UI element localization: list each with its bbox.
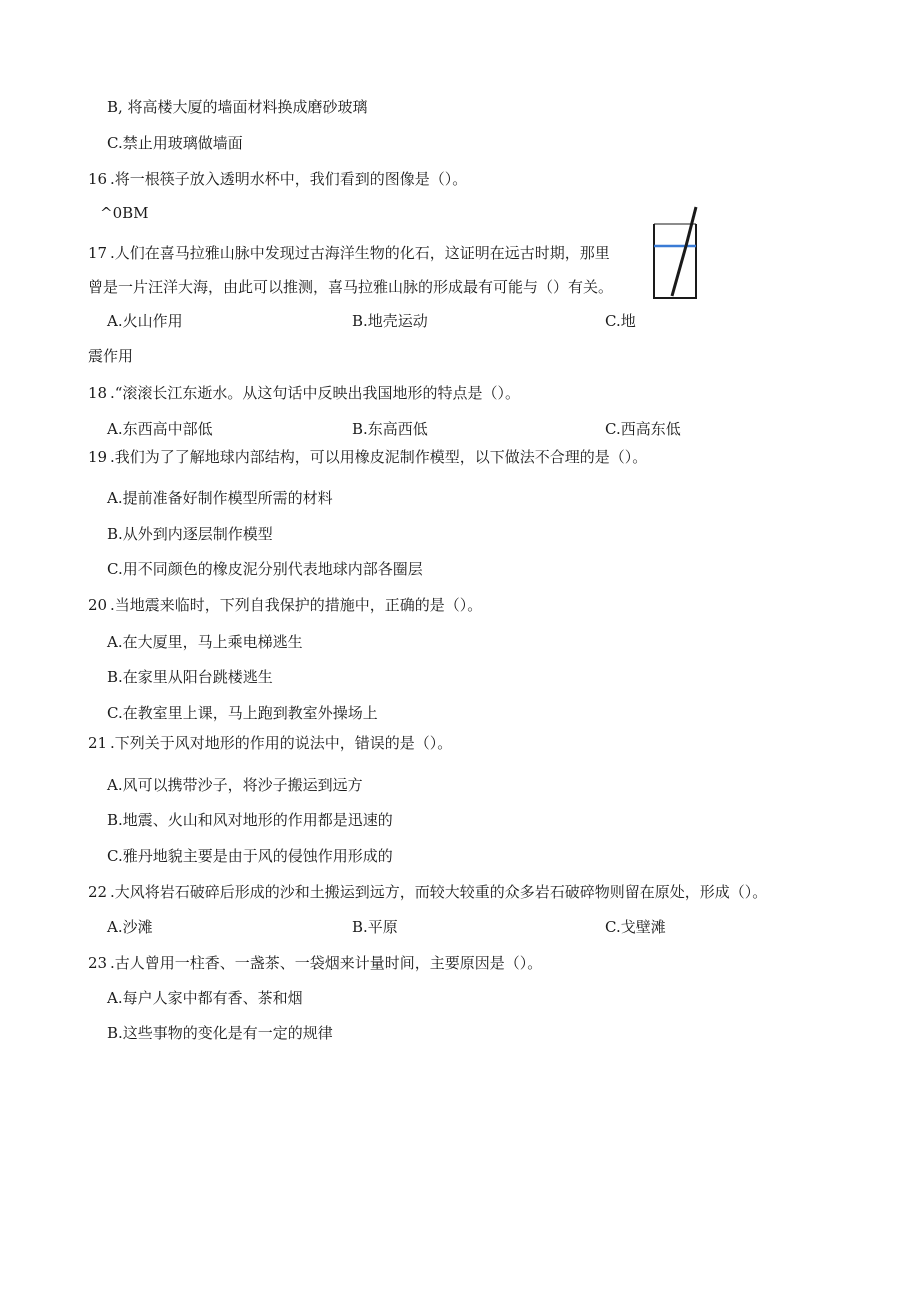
q18-option-a: A.东西高中部低 (107, 420, 213, 438)
question-text: .“滚滚长江东逝水。从这句话中反映出我国地形的特点是（）。 (110, 384, 520, 402)
q20-option-c: C.在教室里上课，马上跑到教室外操场上 (107, 704, 378, 722)
q17-option-c: C.地 (605, 312, 636, 330)
question-17-line-1 (88, 243, 610, 263)
question-number: 22 (88, 883, 108, 901)
question-text: .当地震来临时，下列自我保护的措施中，正确的是（）。 (110, 596, 483, 614)
q20-option-b: B.在家里从阳台跳楼逃生 (107, 668, 273, 686)
question-text: .我们为了了解地球内部结构，可以用橡皮泥制作模型，以下做法不合理的是（）。 (110, 448, 648, 466)
q19-option-b: B.从外到内逐层制作模型 (107, 525, 273, 543)
question-22 (88, 882, 767, 902)
q15-option-b: B, 将高楼大厦的墙面材料换成磨砂玻璃 (107, 98, 368, 116)
q21-option-c: C.雅丹地貌主要是由于风的侵蚀作用形成的 (107, 847, 393, 865)
question-text: .人们在喜马拉雅山脉中发现过古海洋生物的化石，这证明在远古时期，那里 (110, 244, 610, 262)
q17-option-a: A.火山作用 (107, 312, 183, 330)
question-16 (88, 169, 467, 189)
question-17-line-2: 曾是一片汪洋大海，由此可以推测，喜马拉雅山脉的形成最有可能与（）有关。 (88, 278, 614, 296)
q22-option-b: B.平原 (352, 918, 398, 936)
question-number: 18 (88, 384, 108, 402)
q23-option-a: A.每户人家中都有香、茶和烟 (107, 989, 303, 1007)
q15-option-c: C.禁止用玻璃做墙面 (107, 134, 243, 152)
question-number: 23 (88, 954, 108, 972)
question-number: 21 (88, 734, 108, 752)
question-text: .下列关于风对地形的作用的说法中，错误的是（）。 (110, 734, 453, 752)
question-number: 20 (88, 596, 108, 614)
q21-option-b: B.地震、火山和风对地形的作用都是迅速的 (107, 811, 393, 829)
question-23 (88, 953, 542, 973)
q17-option-c-continued: 震作用 (88, 347, 134, 365)
question-text: .古人曾用一柱香、一盏茶、一袋烟来计量时间，主要原因是（）。 (110, 954, 543, 972)
question-text: .将一根筷子放入透明水杯中，我们看到的图像是（）。 (110, 170, 468, 188)
q19-option-c: C.用不同颜色的橡皮泥分别代表地球内部各圈层 (107, 560, 423, 578)
q17-option-b: B.地壳运动 (352, 312, 428, 330)
q18-option-c: C.西高东低 (605, 420, 681, 438)
q23-option-b: B.这些事物的变化是有一定的规律 (107, 1024, 333, 1042)
q21-option-a: A.风可以携带沙子，将沙子搬运到远方 (107, 776, 363, 794)
q20-option-a: A.在大厦里，马上乘电梯逃生 (107, 633, 303, 651)
q16-options-image-text: ^0BM (100, 204, 149, 222)
q22-option-a: A.沙滩 (107, 918, 153, 936)
q18-option-b: B.东高西低 (352, 420, 428, 438)
chopstick-above-water (686, 207, 696, 246)
q22-option-c: C.戈壁滩 (605, 918, 666, 936)
question-number: 16 (88, 170, 108, 188)
glass-with-chopstick-icon (648, 204, 704, 304)
chopstick-below-water (672, 246, 686, 296)
q19-option-a: A.提前准备好制作模型所需的材料 (107, 489, 333, 507)
question-18 (88, 383, 520, 403)
question-21 (88, 733, 452, 753)
question-number: 19 (88, 448, 108, 466)
question-text: .大风将岩石破碎后形成的沙和土搬运到远方，而较大较重的众多岩石破碎物则留在原处，形成（）。 (110, 883, 768, 901)
question-19 (88, 447, 647, 467)
question-20 (88, 595, 482, 615)
question-number: 17 (88, 244, 108, 262)
